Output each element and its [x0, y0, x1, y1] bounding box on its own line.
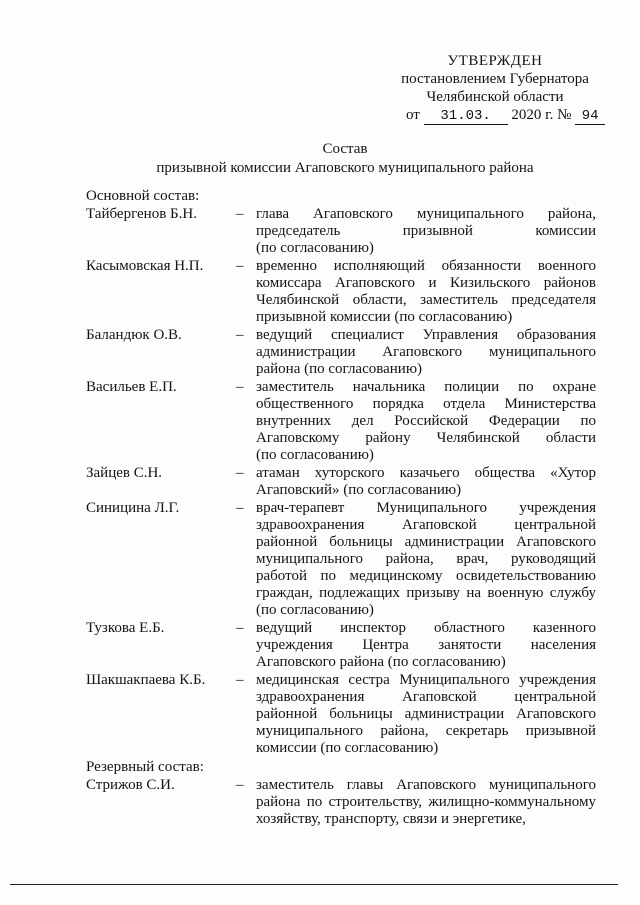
role-line: заместитель начальника полиции по охране	[256, 379, 596, 395]
role-line: временно исполняющий обязанности военного	[256, 258, 596, 274]
role-line: медицинская сестра Муниципального учреждения	[256, 672, 596, 688]
role-line: муниципального района, секретарь призывной	[256, 723, 596, 739]
role-line: Агаповского района (по согласованию)	[256, 654, 506, 670]
role-line: учреждения Центра занятости населения	[256, 637, 596, 653]
role-line: работой по медицинскому освидетельствованию	[256, 568, 596, 584]
role-line: района по строительству, жилищно-коммунальному	[256, 794, 596, 810]
role-line: здравоохранения Агаповской центральной	[256, 517, 596, 533]
role-line: общественного порядка отдела Министерства	[256, 396, 596, 412]
role-line: (по согласованию)	[256, 447, 374, 463]
role-line: комиссии (по согласованию)	[256, 740, 439, 756]
member-name: Стрижов С.И.	[86, 777, 175, 793]
dash-separator: –	[236, 327, 244, 343]
member-role	[256, 620, 596, 671]
role-line: атаман хуторского казачьего общества «Хутор	[256, 465, 596, 481]
member-role	[256, 258, 596, 326]
member-name: Шакшакпаева К.Б.	[86, 672, 206, 688]
role-line: председатель призывной комиссии	[256, 223, 596, 239]
approval-number: 94	[575, 109, 605, 125]
member-name: Баландюк О.В.	[86, 327, 182, 343]
role-line: (по согласованию)	[256, 602, 374, 618]
role-line: муниципального района, врач, руководящий	[256, 551, 596, 567]
role-line: района (по согласованию)	[256, 361, 423, 377]
footer-rule	[10, 884, 618, 885]
role-line: Агаповский» (по согласованию)	[256, 482, 462, 498]
member-name: Васильев Е.П.	[86, 379, 177, 395]
role-line: комиссара Агаповского и Кизильского районов	[256, 275, 596, 291]
role-line: врач-терапевт Муниципального учреждения	[256, 500, 596, 516]
dash-separator: –	[236, 777, 244, 793]
role-line: ведущий специалист Управления образования	[256, 327, 596, 343]
member-name: Тайбергенов Б.Н.	[86, 206, 197, 222]
approval-line-2: Челябинской области	[426, 89, 564, 105]
dash-separator: –	[236, 206, 244, 222]
member-name: Зайцев С.Н.	[86, 465, 163, 481]
role-line: Челябинской области, заместитель председателя	[256, 292, 596, 308]
role-line: заместитель главы Агаповского муниципального	[256, 777, 596, 793]
main-composition-label: Основной состав:	[86, 188, 200, 204]
role-line: (по согласованию)	[256, 240, 374, 256]
year-label: 2020 г. №	[511, 107, 572, 123]
member-role	[256, 327, 596, 378]
member-role	[256, 777, 596, 828]
approval-date: 31.03.	[424, 109, 508, 125]
title-line-1: Состав	[322, 141, 368, 157]
approval-line-1: постановлением Губернатора	[401, 71, 589, 87]
role-line: ведущий инспектор областного казенного	[256, 620, 596, 636]
member-role	[256, 379, 596, 464]
role-line: районной больницы администрации Агаповского	[256, 706, 596, 722]
reserve-composition-label: Резервный состав:	[86, 759, 204, 775]
role-line: граждан, подлежащих призыву на военную службу	[256, 585, 596, 601]
member-role	[256, 500, 596, 619]
dash-separator: –	[236, 258, 244, 274]
member-role	[256, 465, 596, 499]
member-role	[256, 206, 596, 257]
dash-separator: –	[236, 465, 244, 481]
role-line: хозяйству, транспорту, связи и энергетике,	[256, 811, 526, 827]
from-label: от	[406, 107, 420, 123]
role-line: внутренних дел Российской Федерации по	[256, 413, 596, 429]
dash-separator: –	[236, 620, 244, 636]
dash-separator: –	[236, 379, 244, 395]
dash-separator: –	[236, 672, 244, 688]
role-line: районной больницы администрации Агаповского	[256, 534, 596, 550]
role-line: здравоохранения Агаповской центральной	[256, 689, 596, 705]
title-line-2: призывной комиссии Агаповского муниципального района	[156, 160, 534, 176]
approved-heading: УТВЕРЖДЕН	[447, 53, 543, 69]
member-name: Тузкова Е.Б.	[86, 620, 165, 636]
dash-separator: –	[236, 500, 244, 516]
role-line: глава Агаповского муниципального района,	[256, 206, 596, 222]
member-name: Касымовская Н.П.	[86, 258, 204, 274]
member-role	[256, 672, 596, 757]
role-line: призывной комиссии (по согласованию)	[256, 309, 513, 325]
member-name: Синицина Л.Г.	[86, 500, 180, 516]
role-line: администрации Агаповского муниципального	[256, 344, 596, 360]
role-line: Агаповскому району Челябинской области	[256, 430, 596, 446]
